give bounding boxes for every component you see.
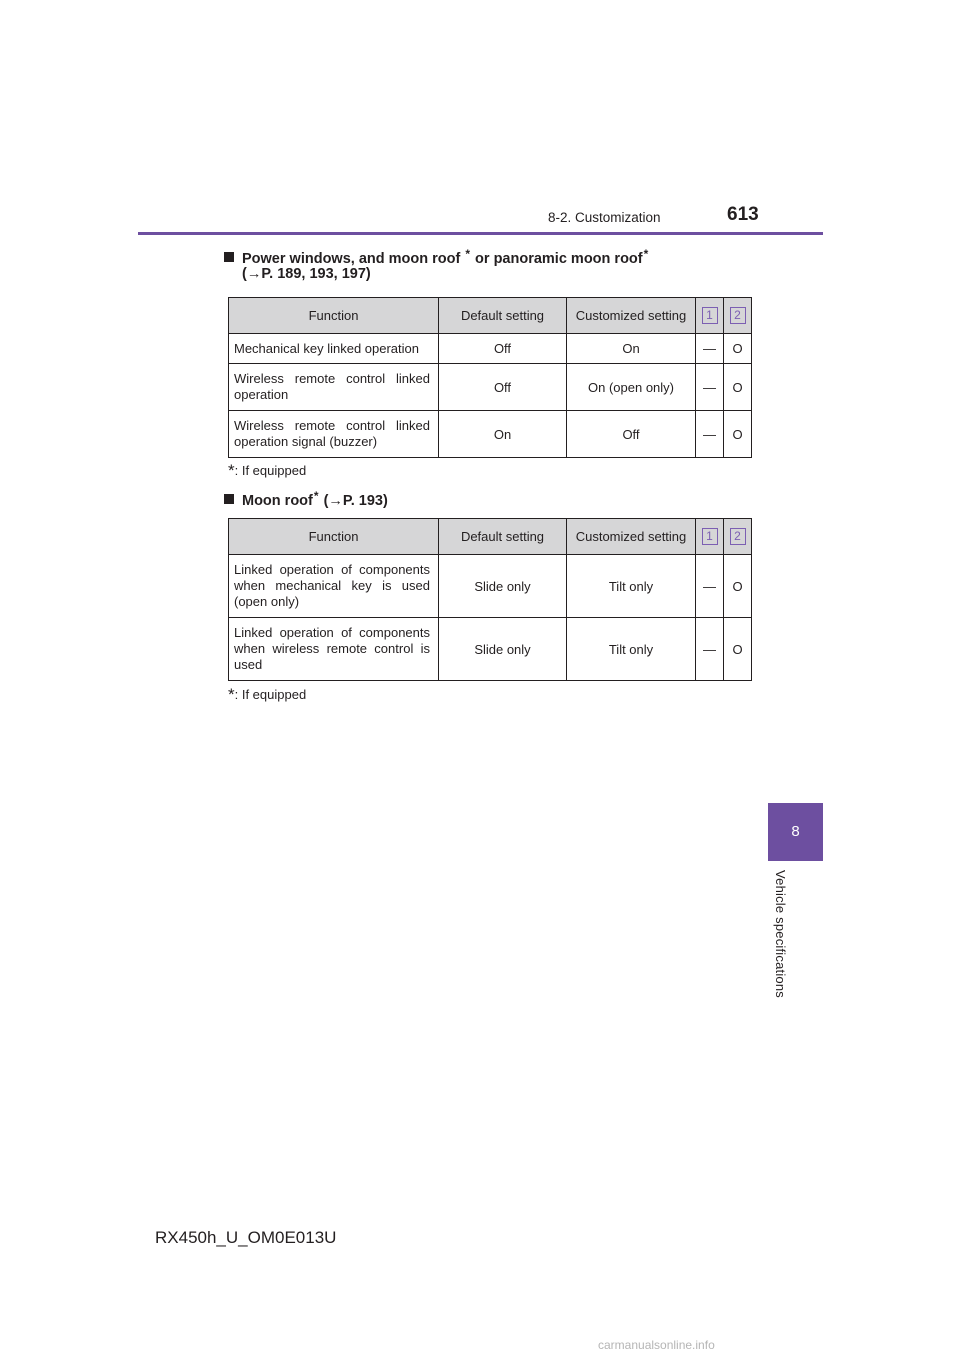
table-row [229,364,752,411]
cell-method-2: O [724,411,752,458]
header-customized-setting: Customized setting [567,519,696,555]
method-2-badge: 2 [730,528,746,545]
document-code: RX450h_U_OM0E013U [155,1228,337,1247]
table-header-row [229,519,752,555]
header-method-1 [696,298,724,334]
section-heading-page-refs: (→P. 189, 193, 197) [242,266,371,282]
table-row [229,411,752,458]
method-2-badge: 2 [730,307,746,324]
cell-method-1: — [696,555,724,618]
power-windows-table [228,297,752,458]
cell-method-1: — [696,364,724,411]
moon-roof-table [228,518,752,681]
page-number: 613 [727,204,759,225]
header-function: Function [229,298,439,334]
cell-default: Slide only [439,618,567,681]
header-method-1 [696,519,724,555]
cell-default: Slide only [439,555,567,618]
cell-customized: Off [567,411,696,458]
header-customized-setting: Customized setting [567,298,696,334]
square-bullet-icon [224,252,234,262]
chapter-tab [768,803,823,861]
header-default-setting: Default setting [439,298,567,334]
chapter-number: 8 [791,823,800,840]
header-default-setting: Default setting [439,519,567,555]
cell-customized: Tilt only [567,555,696,618]
cell-function: Linked operation of components when wireless remote control is used [229,618,439,681]
cell-method-1: — [696,411,724,458]
table-row [229,618,752,681]
table-row [229,555,752,618]
footnote-if-equipped: *: If equipped [228,685,307,704]
cell-customized: On [567,334,696,364]
cell-method-1: — [696,618,724,681]
header-method-2 [724,298,752,334]
method-1-badge: 1 [702,307,718,324]
cell-function: Mechanical key linked operation [229,334,439,364]
cell-method-1: — [696,334,724,364]
cell-function: Linked operation of components when mechanical key is used (open only) [229,555,439,618]
section-heading-power-windows: Power windows, and moon roof * or panoramic moon roof* [224,244,649,269]
table-row [229,334,752,364]
cell-function: Wireless remote control linked operation signal (buzzer) [229,411,439,458]
cell-default: Off [439,364,567,411]
section-title: 8-2. Customization [548,210,661,225]
cell-method-2: O [724,334,752,364]
header-method-2 [724,519,752,555]
cell-method-2: O [724,618,752,681]
method-1-badge: 1 [702,528,718,545]
cell-method-2: O [724,364,752,411]
cell-function: Wireless remote control linked operation [229,364,439,411]
chapter-label: Vehicle specifications [773,870,788,998]
cell-customized: Tilt only [567,618,696,681]
cell-customized: On (open only) [567,364,696,411]
cell-default: On [439,411,567,458]
header-function: Function [229,519,439,555]
footnote-if-equipped: *: If equipped [228,461,307,480]
square-bullet-icon [224,494,234,504]
cell-default: Off [439,334,567,364]
header-divider [138,232,823,235]
cell-method-2: O [724,555,752,618]
table-header-row [229,298,752,334]
section-heading-moon-roof: Moon roof* (→P. 193) [224,486,388,511]
watermark-text: carmanualsonline.info [598,1338,715,1352]
